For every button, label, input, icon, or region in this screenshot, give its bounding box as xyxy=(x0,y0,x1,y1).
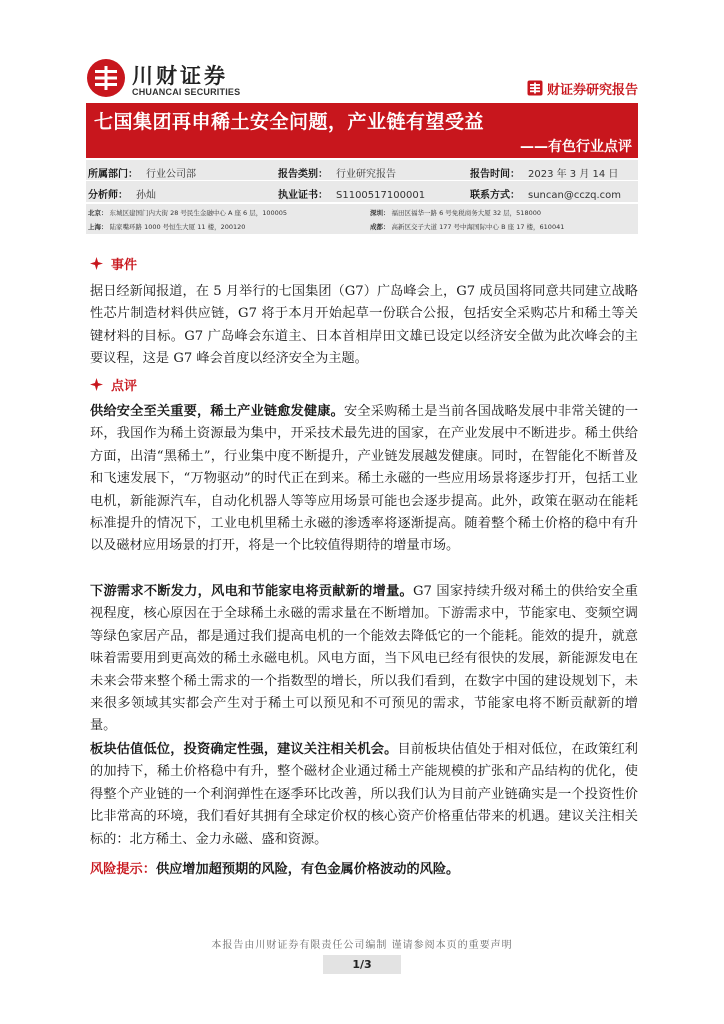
comment-paragraph-demand-lead: 下游需求不断发力，风电和节能家电将贡献新的增量。 xyxy=(90,584,413,599)
address-shenzhen-label: 深圳： xyxy=(370,209,390,217)
comment-paragraph-demand-text: G7 国家持续升级对稀土的供给安全重视程度，核心原因在于全球稀土永磁的需求量在不断增加。下游需求中，节能家电、变频空调等绿色家居产品，都是通过我们提高电机的一个能效去降低它的一个能耗。能效的提升，就意味着需要用到更高效的稀土永磁电机。风电方面，当下风电已经有很快的发展，新能源发电在未来会带来整个稀土需求的一个指数型的增长，所以我们看到，在数字中国的建设规划下，未来很多领域其实都会产生对于稀土可以预见和不可预见的需求，节能家电将不断贡献新的增量。 xyxy=(90,584,638,734)
office-addresses xyxy=(86,204,638,234)
comment-paragraph-demand xyxy=(90,581,638,738)
comment-paragraph-supply-lead: 供给安全至关重要，稀土产业链愈发健康。 xyxy=(90,404,345,419)
comment-paragraph-valuation xyxy=(90,739,638,851)
event-paragraph: 据日经新闻报道，在 5 月举行的七国集团（G7）广岛峰会上，G7 成员国将同意共同建立战略性芯片制造材料供应链，G7 将于本月开始起草一份联合公报，包括安全采购芯片和稀土等关键材料的目标。G7 广岛峰会东道主、日本首相岸田文雄已设定以经济安全做为此次峰会的主要议程，这是 G7 峰会首度以经济安全为主题。 xyxy=(90,284,638,367)
meta-date-label: 报告时间： xyxy=(470,169,520,180)
comment-paragraph-valuation-text: 目前板块估值处于相对低位，在政策红利的加持下，稀土价格稳中有升，整个磁材企业通过稀土产能规模的扩张和产品结构的优化，使得整个产业链的一个利润弹性在逐季环比改善，所以我们认为目前产业链确实是一个投资性价比非常高的环境，我们看好其拥有全球定价权的核心资产价格重估带来的机遇。建议关注相关标的：北方稀土、金力永磁、盛和资源。 xyxy=(90,742,638,847)
meta-contact-value[interactable]: suncan@cczq.com xyxy=(528,190,621,201)
meta-dept-value: 行业公司部 xyxy=(146,169,196,180)
meta-row-1 xyxy=(86,160,638,181)
comment-paragraph-supply-text: 安全采购稀土是当前各国战略发展中非常关键的一环，我国作为稀土资源最为集中，开采技术最先进的国家，在产业发展中不断进步。稀土供给方面，出清“黑稀土”，行业集中度不断提升，产业链发展越发健康。同时，在智能化不断普及和飞速发展下，“万物驱动”的时代正在到来。稀土永磁的一些应用场景将逐步打开，包括工业电机，新能源汽车，自动化机器人等等应用场景可能也会逐步提高。此外，政策在驱动在能耗标准提升的情况下，工业电机里稀土永磁的渗透率将逐渐提高。随着整个稀土价格的稳中有升以及磁材应用场景的打开，将是一个比较值得期待的增量市场。 xyxy=(90,404,639,554)
meta-type-label: 报告类别： xyxy=(278,169,328,180)
address-shanghai xyxy=(88,222,245,231)
meta-dept-label: 所属部门： xyxy=(88,169,138,180)
report-brand-text: 财证券研究报告 xyxy=(546,82,638,98)
report-title: 七国集团再申稀土安全问题，产业链有望受益 xyxy=(94,111,485,133)
meta-cert xyxy=(278,186,425,201)
address-beijing xyxy=(88,208,287,217)
section-comment-heading xyxy=(90,375,137,393)
report-brand-icon xyxy=(527,80,543,96)
address-shenzhen-value: 福田区福华一路 6 号免税商务大厦 32 层，518000 xyxy=(391,209,541,217)
footer-disclaimer: 本报告由川财证券有限责任公司编制 谨请参阅本页的重要声明 xyxy=(211,940,513,951)
company-name-cn: 川财证券 xyxy=(132,64,228,88)
company-logo xyxy=(86,58,246,100)
meta-analyst-label: 分析师： xyxy=(88,190,128,201)
address-shanghai-value: 陆家嘴环路 1000 号恒生大厦 11 楼，200120 xyxy=(109,223,246,231)
diamond-bullet-icon xyxy=(90,378,103,391)
meta-analyst xyxy=(88,186,156,201)
comment-paragraph-supply xyxy=(90,401,638,558)
address-beijing-label: 北京： xyxy=(88,209,108,217)
diamond-bullet-icon xyxy=(90,257,103,270)
address-chengdu-value: 高新区交子大道 177 号中海国际中心 B 座 17 楼，610041 xyxy=(391,223,565,231)
report-brand xyxy=(527,79,638,97)
chuancai-logo-icon xyxy=(86,58,126,98)
section-event-title: 事件 xyxy=(111,257,138,273)
meta-analyst-value: 孙灿 xyxy=(136,190,156,201)
meta-type-value: 行业研究报告 xyxy=(336,169,396,180)
address-chengdu xyxy=(370,222,564,231)
address-beijing-value: 东城区建国门内大街 28 号民生金融中心 A 座 6 层，100005 xyxy=(109,209,288,217)
meta-dept xyxy=(88,165,196,180)
risk-warning-label: 风险提示： xyxy=(90,862,156,877)
meta-contact-label: 联系方式： xyxy=(470,190,520,201)
page-number-box xyxy=(323,955,401,974)
meta-cert-value: S1100517100001 xyxy=(336,190,426,201)
meta-contact xyxy=(470,186,621,201)
section-event-heading xyxy=(90,254,137,272)
report-subtitle: ——有色行业点评 xyxy=(520,139,632,155)
risk-warning-text: 供应增加超预期的风险，有色金属价格波动的风险。 xyxy=(155,862,460,877)
meta-date xyxy=(470,165,618,180)
risk-warning xyxy=(90,859,638,881)
address-shenzhen xyxy=(370,208,541,217)
address-chengdu-label: 成都： xyxy=(370,223,390,231)
section-comment-title: 点评 xyxy=(111,378,138,394)
comment-paragraph-valuation-lead: 板块估值低位，投资确定性强，建议关注相关机会。 xyxy=(90,742,398,757)
meta-row-2 xyxy=(86,181,638,202)
meta-type xyxy=(278,165,396,180)
report-meta xyxy=(86,160,638,202)
page-number: 1/3 xyxy=(352,958,372,971)
meta-date-value: 2023 年 3 月 14 日 xyxy=(528,169,619,180)
company-name-en: CHUANCAI SECURITIES xyxy=(132,87,241,97)
meta-cert-label: 执业证书： xyxy=(278,190,328,201)
title-bar xyxy=(86,103,638,158)
address-shanghai-label: 上海： xyxy=(88,223,108,231)
